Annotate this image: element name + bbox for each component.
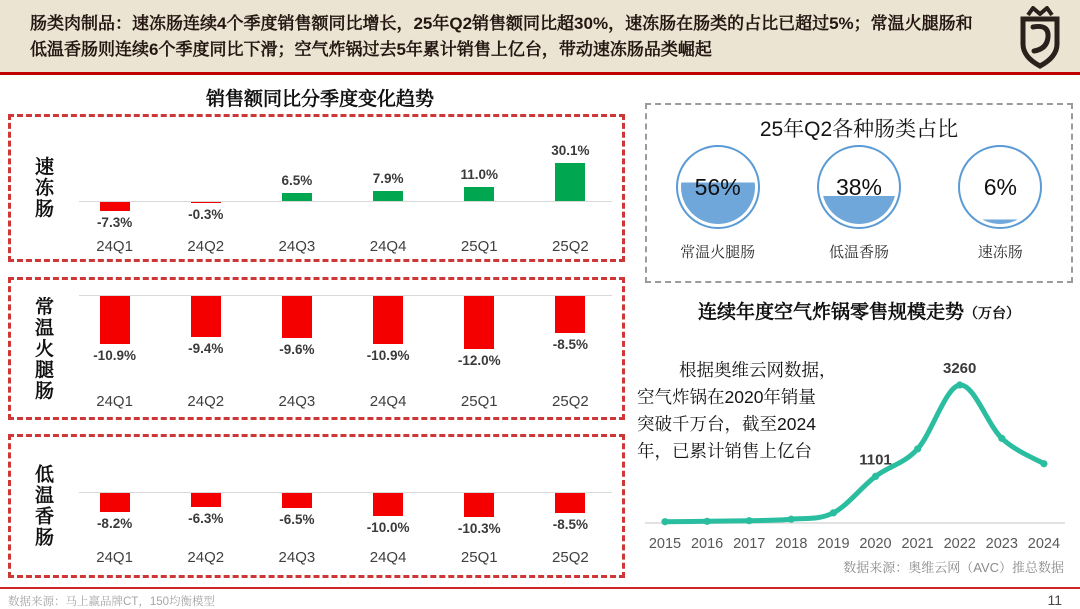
bar <box>464 493 494 517</box>
series-label: 常温火腿肠 <box>32 296 53 401</box>
quarter-label: 25Q2 <box>552 393 589 410</box>
quarter-label: 24Q3 <box>278 393 316 410</box>
year-tick-label: 2020 <box>859 536 892 552</box>
bar-value-label: 11.0% <box>460 167 499 183</box>
bar <box>282 193 312 201</box>
bar <box>191 296 221 337</box>
share-category-label: 低温香肠 <box>828 244 889 261</box>
bar-value-label: 7.9% <box>372 171 404 187</box>
bar-value-label: -8.2% <box>96 515 133 531</box>
bar-chart-area <box>69 437 616 575</box>
trend-title-unit: （万台） <box>964 305 1020 321</box>
share-panel-title: 25年Q2各种肠类占比 <box>759 118 959 141</box>
bar-value-label: -10.9% <box>93 347 136 363</box>
bar <box>100 493 130 512</box>
year-tick-label: 2015 <box>648 536 682 552</box>
quarter-label: 24Q4 <box>369 393 407 410</box>
quarter-label: 24Q3 <box>278 549 316 566</box>
quarter-label: 24Q4 <box>369 238 407 255</box>
bar <box>191 202 221 203</box>
fill-circle <box>958 145 1042 229</box>
quarter-label: 25Q2 <box>552 238 589 255</box>
annotation-line: 空气炸锅在2020年销量 <box>637 387 816 407</box>
header-banner <box>0 0 1080 75</box>
share-percent-label: 56% <box>694 173 741 200</box>
bar <box>464 296 494 349</box>
quarter-label: 25Q1 <box>460 549 498 566</box>
left-chart-title: 销售额同比分季度变化趋势 <box>205 89 434 110</box>
quarter-label: 24Q1 <box>96 393 133 410</box>
fill-circle <box>817 145 901 229</box>
share-percent-label: 38% <box>835 173 882 200</box>
year-tick-label: 2018 <box>775 536 808 552</box>
fill-circle <box>676 145 760 229</box>
quarter-label: 25Q2 <box>552 549 589 566</box>
bar <box>282 296 312 338</box>
quarter-label: 24Q2 <box>187 549 225 566</box>
year-tick-label: 2022 <box>943 536 976 552</box>
series-label: 速冻肠 <box>32 156 53 220</box>
trend-title-text: 连续年度空气炸锅零售规模走势 <box>697 302 964 323</box>
brand-shield-crown-logo <box>1016 6 1064 70</box>
bar <box>464 187 494 201</box>
bar-value-label: -8.5% <box>552 516 589 532</box>
bar-value-label: -0.3% <box>188 207 224 222</box>
quarter-label: 24Q2 <box>187 238 225 255</box>
headline-text: 肠类肉制品：速冻肠连续4个季度销售额同比增长，25年Q2销售额同比超30%，速冻肠在肠类的占比已超过5%；常温火腿肠和低温香肠则连续6个季度同比下滑；空气炸锅过去5年累计销售上亿台，带动速冻肠品类崛起 <box>30 14 973 59</box>
fill-circle-row <box>647 145 1071 262</box>
annotation-line: 年，已累计销售上亿台 <box>637 441 812 461</box>
bar <box>555 296 585 333</box>
year-tick-label: 2024 <box>1027 536 1061 552</box>
trend-source-text: 数据来源：奥维云网（AVC）推总数据 <box>843 560 1064 575</box>
bar <box>373 493 403 516</box>
bar-value-label: -12.0% <box>457 352 501 368</box>
bar-value-label: -10.9% <box>366 347 410 363</box>
annotation-line: 根据奥维云网数据， <box>679 360 837 380</box>
bar-chart-area <box>69 117 616 259</box>
bar <box>282 493 312 508</box>
bar-value-label: -6.3% <box>188 511 224 527</box>
point-value-label: 3260 <box>943 360 977 377</box>
bar <box>373 191 403 201</box>
annotation-line: 突破千万台，截至2024 <box>637 414 816 434</box>
bar-value-label: -6.5% <box>279 511 315 527</box>
bar <box>555 163 585 201</box>
year-tick-label: 2019 <box>817 536 850 552</box>
bar-value-label: -10.0% <box>366 520 410 535</box>
bar-value-label: -7.3% <box>96 215 133 231</box>
share-panel <box>645 103 1073 283</box>
share-circle-item <box>794 145 924 262</box>
trend-annotation <box>637 357 877 465</box>
quarter-label: 24Q2 <box>187 393 225 410</box>
bar-value-label: 30.1% <box>551 143 590 159</box>
bar-chart-area <box>69 280 616 417</box>
bar-value-label: -9.6% <box>279 342 315 358</box>
year-tick-label: 2021 <box>901 536 934 552</box>
zero-baseline <box>79 492 612 493</box>
share-category-label: 常温火腿肠 <box>680 244 756 261</box>
share-percent-label: 6% <box>983 173 1017 200</box>
bar <box>373 296 403 344</box>
quarter-label: 24Q3 <box>278 238 316 255</box>
trend-chart-title <box>645 297 1073 324</box>
zero-baseline <box>79 295 612 296</box>
quarter-label: 24Q1 <box>96 549 133 566</box>
bar-panel-lowtemp-sausage <box>8 434 625 578</box>
bar-panel-ham-sausage <box>8 277 625 420</box>
quarter-label: 25Q1 <box>460 393 498 410</box>
year-tick-label: 2023 <box>985 536 1018 552</box>
point-value-label: 1101 <box>859 451 892 469</box>
bar-value-label: -10.3% <box>457 520 501 536</box>
footer-source-text: 数据来源：马上赢品牌CT，150均衡模型 <box>8 596 216 608</box>
bar-value-label: -9.4% <box>188 341 224 357</box>
page-number: 11 <box>1047 592 1062 608</box>
footer-divider-line <box>0 587 1080 589</box>
share-circle-item <box>935 145 1065 262</box>
bar <box>191 493 221 507</box>
zero-baseline <box>79 201 612 202</box>
year-tick-label: 2017 <box>733 536 766 552</box>
bar-value-label: 6.5% <box>281 172 313 188</box>
bar <box>100 296 130 344</box>
series-label: 低温香肠 <box>32 464 53 548</box>
share-category-label: 速冻肠 <box>977 244 1023 261</box>
year-tick-label: 2016 <box>690 536 724 552</box>
share-circle-item <box>653 145 783 262</box>
quarter-label: 25Q1 <box>460 238 498 255</box>
bar-value-label: -8.5% <box>552 337 589 353</box>
bar-panel-frozen-sausage <box>8 114 625 262</box>
quarter-label: 24Q1 <box>96 238 133 255</box>
bar <box>555 493 585 513</box>
quarter-label: 24Q4 <box>369 549 407 566</box>
bar <box>100 202 130 211</box>
